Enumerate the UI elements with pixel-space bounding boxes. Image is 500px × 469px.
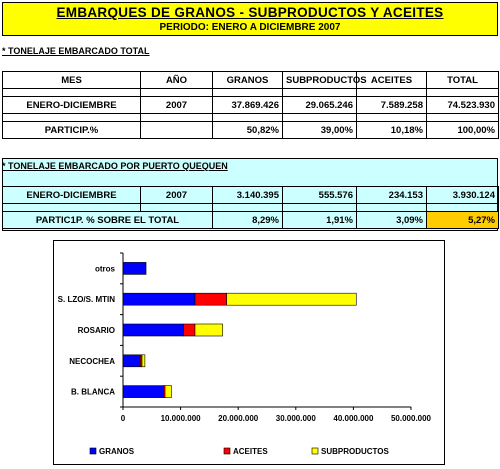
x-tick-label: 50.000.000 xyxy=(390,414,432,423)
cell-subproductos: 29.065.246 xyxy=(283,97,357,114)
table-row xyxy=(3,187,499,204)
bar-segment xyxy=(165,386,171,398)
cell-anio: 2007 xyxy=(141,97,213,114)
cell-total: 74.523.930 xyxy=(427,97,499,114)
table-spacer-row xyxy=(3,204,499,212)
report-period: PERIODO: ENERO A DICIEMBRE 2007 xyxy=(159,22,341,33)
bar-segment xyxy=(142,355,145,367)
legend-label: SUBPRODUCTOS xyxy=(321,447,389,456)
x-tick-label: 10.000.000 xyxy=(160,414,201,423)
bar-segment xyxy=(123,355,140,367)
category-label: ROSARIO xyxy=(77,326,115,335)
legend-label: GRANOS xyxy=(99,447,135,456)
bar-segment xyxy=(227,293,357,305)
x-tick-label: 0 xyxy=(120,414,126,423)
cell-aceites: 234.153 xyxy=(357,187,427,204)
cell-particip-subproductos: 39,00% xyxy=(283,122,357,139)
category-label: B. BLANCA xyxy=(71,387,115,397)
category-label: NECOCHEA xyxy=(69,356,115,366)
quequen-table xyxy=(2,186,499,229)
table-row-particip xyxy=(3,212,499,229)
cell-particip-total: 5,27% xyxy=(427,212,499,229)
cell-granos: 3.140.395 xyxy=(213,187,283,204)
legend-swatch xyxy=(312,448,318,454)
cell-anio: 2007 xyxy=(141,187,213,204)
col-header-aceites: ACEITES xyxy=(357,72,427,89)
cell-particip-label: PARTIC1P. % SOBRE EL TOTAL xyxy=(3,212,213,229)
legend-label: ACEITES xyxy=(233,447,268,456)
report-title: EMBARQUES DE GRANOS - SUBPRODUCTOS Y ACEITES xyxy=(56,5,444,20)
cell-aceites: 7.589.258 xyxy=(357,97,427,114)
table-row-particip xyxy=(3,122,499,139)
cell-particip-total: 100,00% xyxy=(427,122,499,139)
col-header-anio: AÑO xyxy=(141,72,213,89)
col-header-total: TOTAL xyxy=(427,72,499,89)
bar-segment xyxy=(123,324,183,336)
col-header-mes: MES xyxy=(3,72,141,89)
cell-particip-label: PARTICIP.% xyxy=(3,122,141,139)
category-label: otros xyxy=(95,264,115,274)
bar-segment xyxy=(123,262,146,274)
cell-particip-aceites: 10,18% xyxy=(357,122,427,139)
cell-mes: ENERO-DICIEMBRE xyxy=(3,187,141,204)
bar-segment xyxy=(123,386,163,398)
cell-particip-subproductos: 1,91% xyxy=(283,212,357,229)
x-tick-label: 40.000.000 xyxy=(333,414,374,423)
cell-total: 3.930.124 xyxy=(427,187,499,204)
col-header-granos: GRANOS xyxy=(213,72,283,89)
bar-segment xyxy=(195,293,227,305)
cell-granos: 37.869.426 xyxy=(213,97,283,114)
category-label: S. LZO/S. MTIN xyxy=(57,295,115,305)
chart-frame xyxy=(53,240,445,465)
total-table xyxy=(2,71,499,139)
bar-segment xyxy=(183,324,195,336)
bar-segment xyxy=(123,293,195,305)
cell-mes: ENERO-DICIEMBRE xyxy=(3,97,141,114)
cell-particip-aceites: 3,09% xyxy=(357,212,427,229)
total-section-label: * TONELAJE EMBARCADO TOTAL xyxy=(2,46,150,56)
table-spacer-row xyxy=(3,114,499,122)
table-spacer-row xyxy=(3,89,499,97)
col-header-subproductos: SUBPRODUCTOS xyxy=(283,72,357,89)
table-header-row xyxy=(3,72,499,89)
x-tick-label: 20.000.000 xyxy=(218,414,259,423)
cell-particip-granos: 50,82% xyxy=(213,122,283,139)
quequen-section-label: * TONELAJE EMBARCADO POR PUERTO QUEQUEN xyxy=(2,161,228,171)
legend-swatch xyxy=(90,448,96,454)
report-header xyxy=(2,2,498,36)
cell-subproductos: 555.576 xyxy=(283,187,357,204)
x-tick-label: 30.000.000 xyxy=(275,414,316,423)
table-row xyxy=(3,97,499,114)
cell-particip-granos: 8,29% xyxy=(213,212,283,229)
stacked-bar-chart xyxy=(54,241,444,464)
legend-swatch xyxy=(224,448,230,454)
bar-segment xyxy=(195,324,223,336)
